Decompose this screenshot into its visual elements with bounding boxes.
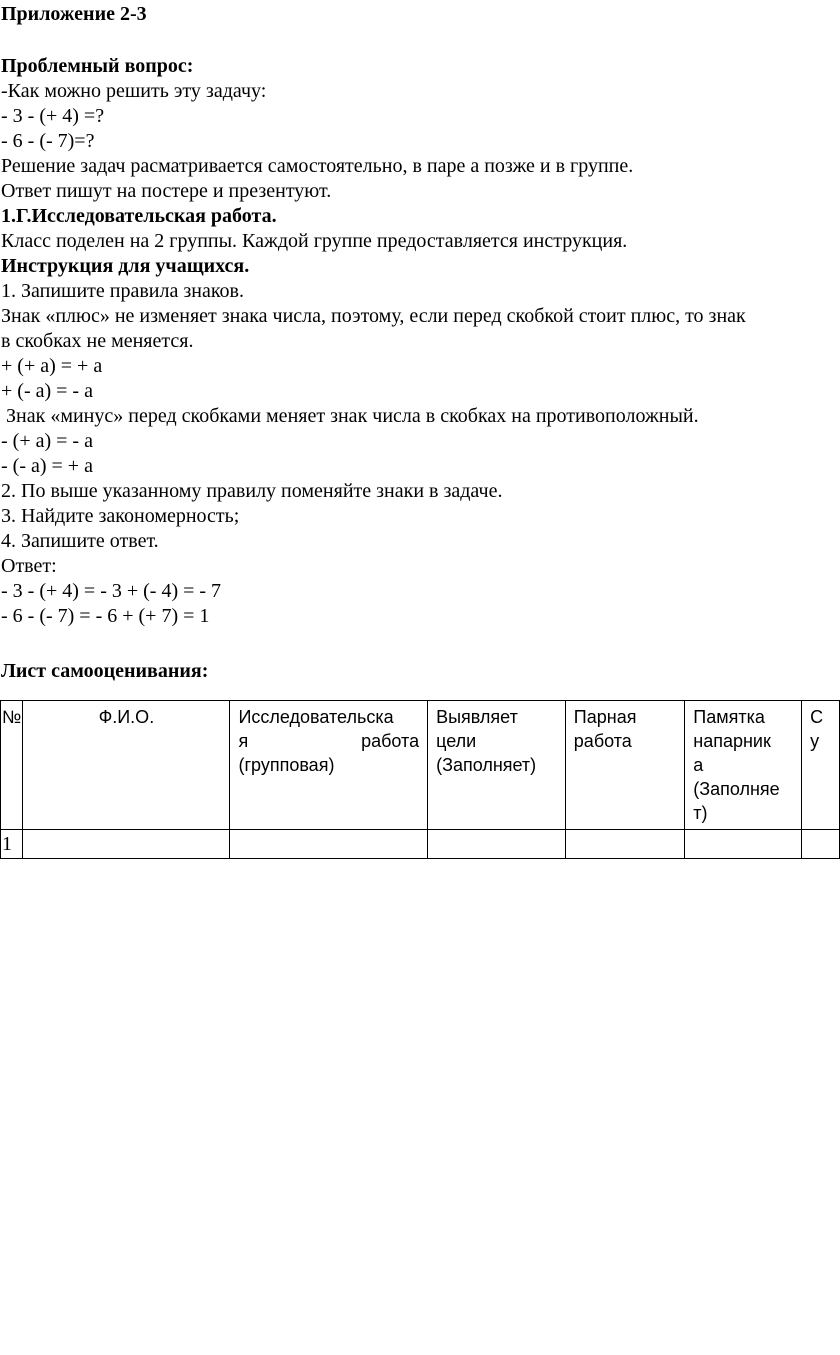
problem-line: Решение задач расматривается самостоятельно, в паре а позже и в группе. (1, 155, 634, 177)
header-memo (685, 701, 802, 830)
header-memo-line: Памятка (693, 707, 765, 727)
instruction-line: - (- a) = + a (1, 455, 93, 477)
document-title: Приложение 2-3 (1, 3, 147, 25)
instruction-line: + (+ a) = + a (1, 355, 103, 377)
header-pair-line: Парная (573, 707, 637, 727)
instruction-line: - (+ a) = - a (1, 430, 93, 452)
problem-line: -Как можно решить эту задачу: (1, 80, 267, 102)
instruction-line: 4. Запишите ответ. (1, 530, 159, 552)
instruction-line: - 3 - (+ 4) = - 3 + (- 4) = - 7 (1, 580, 222, 602)
header-research-line: Исследовательска (238, 707, 394, 727)
instruction-line: Знак «минус» перед скобками меняет знак числа в скобках на противоположный. (1, 405, 699, 427)
row-fio-cell[interactable] (23, 830, 230, 859)
self-eval-heading: Лист самооценивания: (1, 660, 209, 682)
instruction-line: 1. Запишите правила знаков. (1, 280, 244, 302)
header-num (1, 701, 23, 830)
header-goals (428, 701, 566, 830)
instructions-heading: Инструкция для учащихся. (1, 255, 250, 277)
research-heading: 1.Г.Исследовательская работа. (1, 205, 277, 227)
header-memo-line: напарник (693, 731, 771, 751)
header-fio-label: Ф.И.О. (98, 707, 155, 727)
row-num: 1 (2, 833, 12, 855)
header-memo-line: а (693, 755, 704, 775)
header-memo-line: (Заполняе (693, 779, 780, 799)
row-pair-cell[interactable] (565, 830, 684, 859)
row-num-cell (1, 830, 23, 859)
instruction-line: 3. Найдите закономерность; (1, 505, 240, 527)
instruction-line: Ответ: (1, 555, 57, 577)
header-research-line-2 (238, 729, 419, 753)
self-eval-table (0, 700, 840, 859)
header-goals-line: Выявляет (436, 707, 518, 727)
row-goals-cell[interactable] (428, 830, 566, 859)
header-extra-line: С (810, 707, 824, 727)
row-research-cell[interactable] (230, 830, 428, 859)
problem-heading: Проблемный вопрос: (1, 55, 194, 77)
header-research-word: я (238, 731, 249, 751)
row-extra-cell[interactable] (802, 830, 840, 859)
header-memo-line: т) (693, 803, 708, 823)
header-extra-line: у (810, 731, 820, 751)
research-text: Класс поделен на 2 группы. Каждой группе предоставляется инструкция. (1, 230, 628, 252)
problem-line: Ответ пишут на постере и презентуют. (1, 180, 332, 202)
header-research (230, 701, 428, 830)
header-extra (802, 701, 840, 830)
header-num-label: № (2, 707, 22, 727)
document-page (1, 2, 831, 684)
header-research-line: (групповая) (238, 755, 335, 775)
problem-line: - 3 - (+ 4) =? (1, 105, 105, 127)
header-fio (23, 701, 230, 830)
row-memo-cell[interactable] (685, 830, 802, 859)
header-pair-line: работа (573, 731, 632, 751)
header-goals-line: цели (436, 731, 477, 751)
instruction-line: 2. По выше указанному правилу поменяйте знаки в задаче. (1, 480, 503, 502)
header-goals-line: (Заполняет) (436, 755, 537, 775)
self-eval-table-wrap (0, 700, 840, 859)
instruction-line: в скобках не меняется. (1, 330, 194, 352)
instruction-line: - 6 - (- 7) = - 6 + (+ 7) = 1 (1, 605, 210, 627)
instruction-line: Знак «плюс» не изменяет знака числа, поэтому, если перед скобкой стоит плюс, то знак (1, 305, 746, 327)
header-pair (565, 701, 684, 830)
problem-line: - 6 - (- 7)=? (1, 130, 95, 152)
instruction-line: + (- a) = - a (1, 380, 93, 402)
table-header-row (1, 701, 840, 830)
table-row (1, 830, 840, 859)
header-research-word: работа (361, 731, 420, 751)
spacer (1, 629, 831, 659)
